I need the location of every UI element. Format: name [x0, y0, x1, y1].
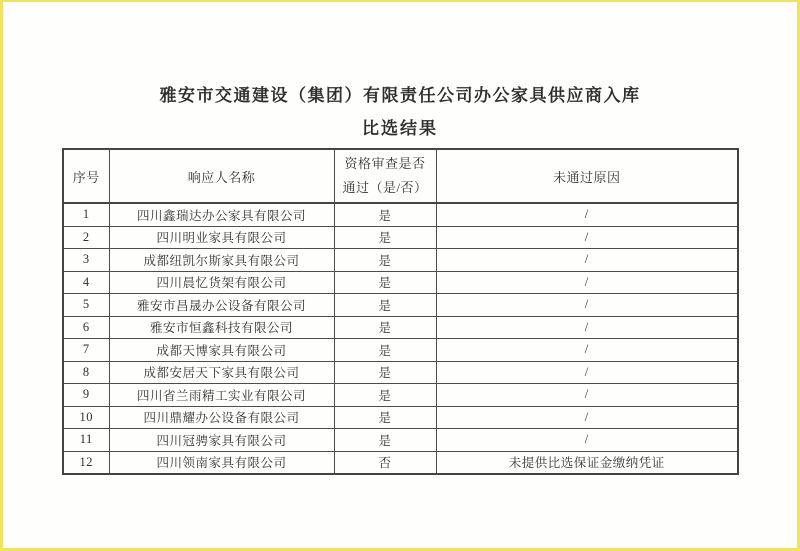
- cell-reason: /: [436, 361, 738, 384]
- cell-index: 7: [63, 339, 109, 362]
- cell-index: 10: [63, 406, 109, 429]
- cell-name: 成都纽凯尔斯家具有限公司: [109, 249, 334, 272]
- cell-reason: /: [436, 203, 738, 226]
- cell-reason: /: [436, 226, 738, 249]
- cell-reason: /: [436, 384, 738, 407]
- cell-passed: 是: [334, 249, 436, 272]
- table-row: [63, 271, 738, 294]
- col-header-name: 响应人名称: [109, 149, 334, 203]
- cell-index: 11: [63, 429, 109, 452]
- cell-index: 9: [63, 384, 109, 407]
- cell-reason: /: [436, 316, 738, 339]
- table-row: [63, 361, 738, 384]
- cell-index: 4: [63, 271, 109, 294]
- table-row: [63, 451, 738, 474]
- table-row: [63, 203, 738, 226]
- cell-index: 5: [63, 294, 109, 317]
- table-row: [63, 226, 738, 249]
- table-row: [63, 429, 738, 452]
- cell-name: 四川鼎耀办公设备有限公司: [109, 406, 334, 429]
- cell-passed: 是: [334, 384, 436, 407]
- cell-reason: /: [436, 339, 738, 362]
- cell-passed: 是: [334, 361, 436, 384]
- cell-reason: /: [436, 406, 738, 429]
- scanned-page: [3, 2, 797, 548]
- cell-passed: 是: [334, 429, 436, 452]
- cell-passed: 是: [334, 226, 436, 249]
- cell-passed: 否: [334, 451, 436, 474]
- cell-name: 四川明业家具有限公司: [109, 226, 334, 249]
- cell-reason: /: [436, 294, 738, 317]
- cell-index: 8: [63, 361, 109, 384]
- cell-name: 四川省兰雨精工实业有限公司: [109, 384, 334, 407]
- cell-passed: 是: [334, 294, 436, 317]
- cell-name: 雅安市恒鑫科技有限公司: [109, 316, 334, 339]
- cell-name: 四川冠骋家具有限公司: [109, 429, 334, 452]
- cell-index: 6: [63, 316, 109, 339]
- cell-name: 四川鑫瑞达办公家具有限公司: [109, 203, 334, 226]
- cell-name: 雅安市昌晟办公设备有限公司: [109, 294, 334, 317]
- table-row: [63, 384, 738, 407]
- cell-name: 成都安居天下家具有限公司: [109, 361, 334, 384]
- col-header-index: 序号: [63, 149, 109, 203]
- table-row: [63, 294, 738, 317]
- cell-index: 1: [63, 203, 109, 226]
- document-title: [3, 84, 797, 141]
- cell-name: 成都天博家具有限公司: [109, 339, 334, 362]
- table-row: [63, 316, 738, 339]
- col-header-qualification: [334, 149, 436, 203]
- cell-passed: 是: [334, 339, 436, 362]
- col-header-qualification-line2: 通过（是/否）: [342, 180, 428, 195]
- table-row: [63, 249, 738, 272]
- cell-name: 四川晨忆货架有限公司: [109, 271, 334, 294]
- results-table: [62, 148, 739, 475]
- table-header-row: [63, 149, 738, 203]
- cell-reason: 未提供比选保证金缴纳凭证: [436, 451, 738, 474]
- cell-passed: 是: [334, 316, 436, 339]
- cell-passed: 是: [334, 271, 436, 294]
- document-title-line2: 比选结果: [362, 119, 438, 138]
- cell-reason: /: [436, 271, 738, 294]
- cell-name: 四川领南家具有限公司: [109, 451, 334, 474]
- col-header-qualification-line1: 资格审查是否: [344, 156, 426, 171]
- cell-reason: /: [436, 429, 738, 452]
- cell-index: 3: [63, 249, 109, 272]
- col-header-reason: 未通过原因: [436, 149, 738, 203]
- table-row: [63, 406, 738, 429]
- cell-passed: 是: [334, 406, 436, 429]
- table-row: [63, 339, 738, 362]
- cell-index: 12: [63, 451, 109, 474]
- document-title-line1: 雅安市交通建设（集团）有限责任公司办公家具供应商入库: [159, 86, 641, 105]
- cell-passed: 是: [334, 203, 436, 226]
- cell-reason: /: [436, 249, 738, 272]
- cell-index: 2: [63, 226, 109, 249]
